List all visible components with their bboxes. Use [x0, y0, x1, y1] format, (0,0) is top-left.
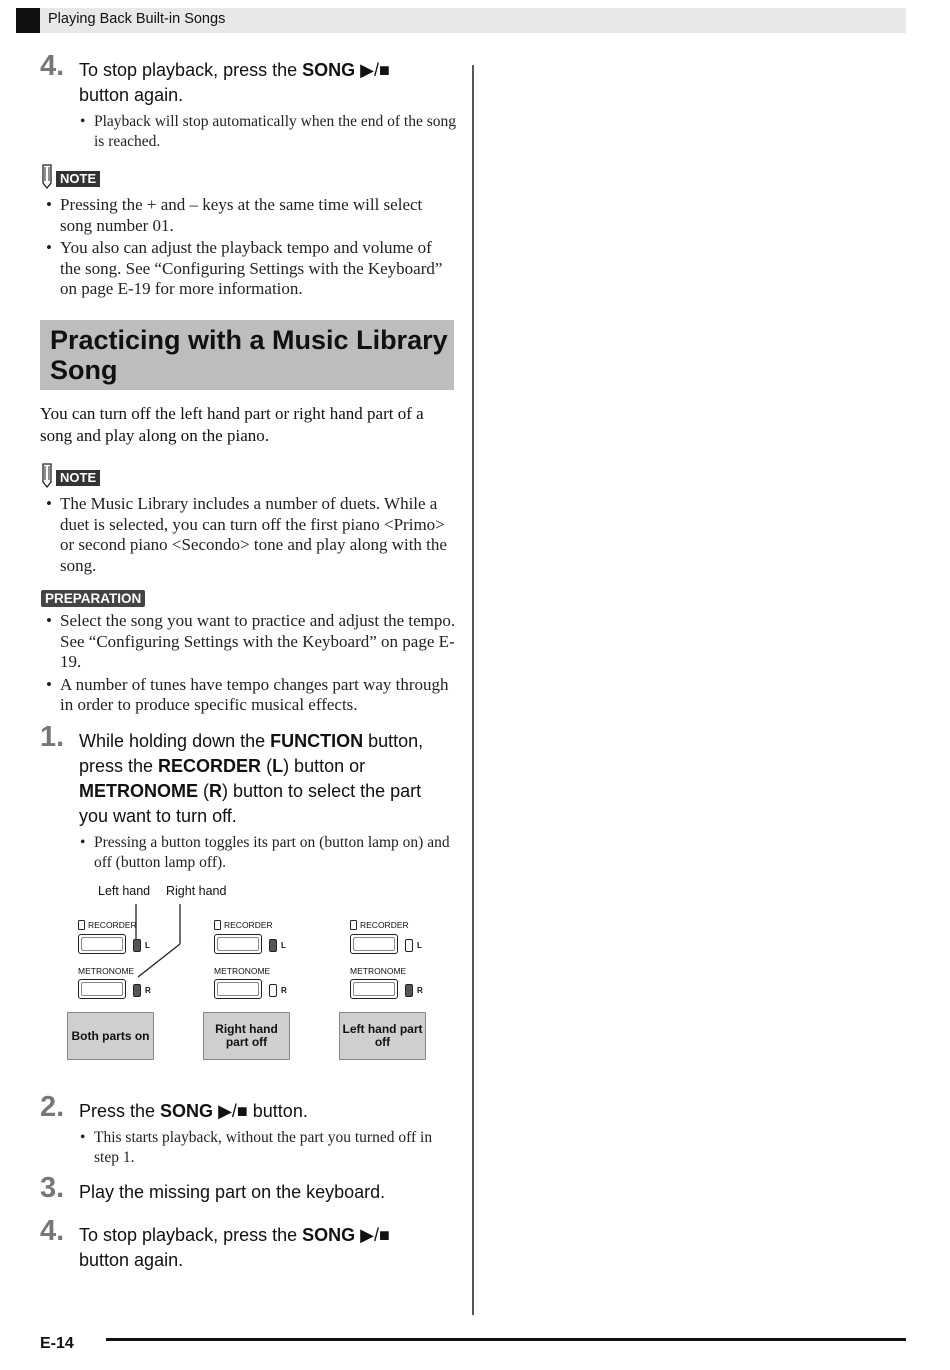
r-label: R [417, 986, 423, 995]
caption-box: Left hand part off [339, 1012, 426, 1060]
l-label: L [272, 756, 284, 776]
pencil-icon [40, 163, 54, 189]
song-button-name: SONG [302, 60, 356, 80]
recorder-button[interactable] [78, 934, 126, 954]
r-label: R [281, 986, 287, 995]
step-number: 1. [40, 721, 65, 753]
note-label: NOTE [56, 470, 100, 486]
step-text-part: ▶/■ button again. [79, 1225, 390, 1270]
l-label: L [145, 941, 150, 950]
step-text-part: ( [261, 756, 273, 776]
bullet-item: • Select the song you want to practice and adjust the tempo. See “Configuring Settings with the Keyboard” on page E-19. [46, 611, 456, 673]
preparation-list [46, 611, 456, 718]
step-number: 4. [40, 50, 65, 82]
song-button-name: SONG [302, 1225, 356, 1245]
metronome-label: METRONOME [78, 966, 135, 976]
step-3 [40, 1172, 460, 1205]
step-number: 4. [40, 1215, 65, 1247]
l-label: L [281, 941, 286, 950]
step-number: 3. [40, 1172, 65, 1204]
l-lamp [405, 939, 413, 952]
function-button-name: FUNCTION [270, 731, 364, 751]
pencil-icon [40, 462, 54, 488]
r-label: R [209, 781, 222, 801]
step-text-part: ) button to select the part you want to turn off. [79, 781, 422, 826]
left-hand-label: Left hand [98, 884, 151, 898]
r-lamp [269, 984, 277, 997]
step-number: 2. [40, 1091, 65, 1123]
bullet-item: • A number of tunes have tempo changes part way through in order to produce specific musical effects. [46, 675, 456, 716]
note-label: NOTE [56, 171, 100, 187]
header-title: Playing Back Built-in Songs [48, 11, 226, 27]
panel-both-parts-on [71, 880, 198, 1060]
section-title-line: Song [50, 355, 118, 385]
preparation-badge: PREPARATION [41, 590, 145, 607]
bullet-item: • The Music Library includes a number of duets. While a duet is selected, you can turn off the first piano <Primo> or second piano <Secondo> tone and play along with the song. [46, 494, 456, 576]
step-text-part: ▶/■ button. [213, 1101, 308, 1121]
recorder-label: RECORDER [88, 920, 137, 930]
section-title-line: Practicing with a Music Library [50, 325, 448, 355]
r-lamp [405, 984, 413, 997]
recorder-indicator [214, 920, 221, 930]
step-text [79, 729, 449, 829]
bullet-item: • Pressing a button toggles its part on (button lamp on) and off (button lamp off). [80, 833, 460, 872]
step-text [79, 1223, 419, 1273]
step-text-part: ) button or [283, 756, 366, 776]
step-text-part: While holding down the [79, 731, 271, 751]
step-text [79, 1099, 460, 1124]
bullet-item: • Playback will stop automatically when the end of the song is reached. [80, 112, 460, 151]
recorder-button[interactable] [214, 934, 262, 954]
header-marker [16, 8, 40, 33]
button-lamp-figure [60, 880, 460, 1065]
recorder-indicator [350, 920, 357, 930]
panel-left-hand-off [342, 880, 470, 1060]
step-text-part: Press the [79, 1101, 161, 1121]
step-bullets [80, 112, 460, 151]
l-lamp [133, 939, 141, 952]
footer-rule [106, 1338, 906, 1341]
note-list [46, 195, 456, 302]
step-bullets [80, 1128, 460, 1167]
step-text-part: ▶/■ button again. [79, 60, 390, 105]
metronome-button[interactable] [78, 979, 126, 999]
panel-right-hand-off [214, 880, 334, 1060]
section-intro: You can turn off the left hand part or right hand part of a song and play along on the piano. [40, 404, 424, 445]
step-4-top [40, 50, 460, 151]
step-text-part: ( [198, 781, 209, 801]
note-list [46, 494, 456, 578]
step-text [79, 58, 419, 108]
metronome-button[interactable] [350, 979, 398, 999]
right-hand-label: Right hand [166, 884, 227, 898]
metronome-label: METRONOME [350, 966, 407, 976]
section-heading [40, 320, 454, 390]
section-title [50, 325, 448, 385]
bullet-item: • This starts playback, without the part you turned off in step 1. [80, 1128, 460, 1167]
l-lamp [269, 939, 277, 952]
caption-box: Right hand part off [203, 1012, 290, 1060]
caption-box: Both parts on [67, 1012, 154, 1060]
step-text: Play the missing part on the keyboard. [79, 1182, 386, 1202]
song-button-name: SONG [160, 1101, 214, 1121]
metronome-button-name: METRONOME [79, 781, 198, 801]
recorder-button-name: RECORDER [158, 756, 262, 776]
metronome-label: METRONOME [214, 966, 271, 976]
step-1 [40, 721, 460, 872]
step-bullets [80, 833, 460, 872]
bullet-item: • You also can adjust the playback tempo and volume of the song. See “Configuring Settings with the Keyboard” on page E-19 for more information. [46, 238, 456, 300]
step-text-part: button, press the [79, 731, 424, 776]
metronome-button[interactable] [214, 979, 262, 999]
recorder-label: RECORDER [360, 920, 409, 930]
r-label: R [145, 986, 151, 995]
step-2 [40, 1091, 460, 1167]
step-text-part: To stop playback, press the [79, 60, 303, 80]
recorder-label: RECORDER [224, 920, 273, 930]
bullet-item: • Pressing the + and – keys at the same time will select song number 01. [46, 195, 456, 236]
recorder-button[interactable] [350, 934, 398, 954]
column-divider [472, 65, 474, 1315]
step-text-part: To stop playback, press the [79, 1225, 303, 1245]
l-label: L [417, 941, 422, 950]
step-4 [40, 1215, 460, 1273]
recorder-indicator [78, 920, 85, 930]
page-number: E-14 [40, 1335, 74, 1352]
r-lamp [133, 984, 141, 997]
